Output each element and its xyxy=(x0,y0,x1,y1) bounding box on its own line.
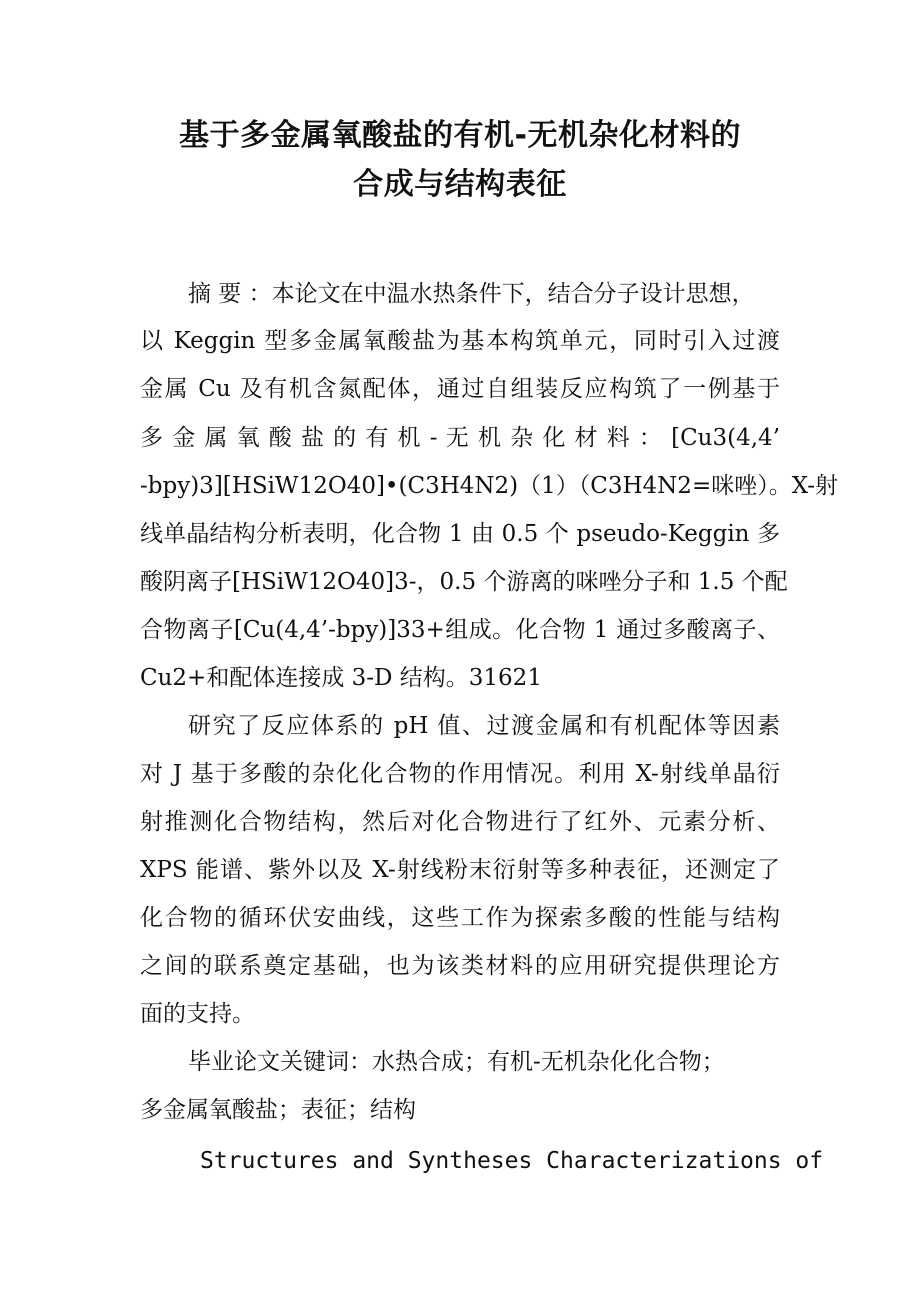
keywords-line-2: 多金属氧酸盐；表征；结构 xyxy=(140,1097,416,1123)
abstract-line-3: 金属 Cu 及有机含氮配体，通过自组装反应构筑了一例基于 xyxy=(140,376,780,402)
abstract-line-7: 酸阴离子[HSiW12O40]3-，0.5 个游离的咪唑分子和 1.5 个配 xyxy=(140,569,788,595)
abstract-line-6: 线单晶结构分析表明，化合物 1 由 0.5 个 pseudo-Keggin 多 xyxy=(140,521,780,547)
paragraph2-line-5: 化合物的循环伏安曲线，这些工作为探索多酸的性能与结构 xyxy=(140,905,780,931)
document-title-line-2: 合成与结构表征 xyxy=(353,167,567,202)
abstract-line-2: 以 Keggin 型多金属氧酸盐为基本构筑单元，同时引入过渡 xyxy=(140,328,780,354)
keywords-line-1: 毕业论文关键词：水热合成；有机-无机杂化化合物； xyxy=(188,1049,725,1075)
abstract-line-8: 合物离子[Cu(4,4’-bpy)]33+组成。化合物 1 通过多酸离子、 xyxy=(140,617,780,643)
paragraph2-line-6: 之间的联系奠定基础，也为该类材料的应用研究提供理论方 xyxy=(140,953,780,979)
english-title-line-1: Structures and Syntheses Characterizations of xyxy=(200,1148,824,1174)
paragraph2-line-3: 射推测化合物结构，然后对化合物进行了红外、元素分析、 xyxy=(140,809,780,835)
paragraph2-line-1: 研究了反应体系的 pH 值、过渡金属和有机配体等因素 xyxy=(188,713,780,739)
paragraph2-line-7: 面的支持。 xyxy=(140,1001,255,1027)
abstract-line-4: 多 金 属 氧 酸 盐 的 有 机 - 无 机 杂 化 材 料 ： [Cu3(4,4’ xyxy=(140,425,780,451)
paragraph2-line-4: XPS 能谱、紫外以及 X-射线粉末衍射等多种表征，还测定了 xyxy=(140,857,780,883)
paragraph2-line-2: 对 J 基于多酸的杂化化合物的作用情况。利用 X-射线单晶衍 xyxy=(140,761,780,787)
abstract-line-1: 摘 要 ：本论文在中温水热条件下，结合分子设计思想， xyxy=(188,281,755,307)
abstract-line-5: -bpy)3][HSiW12O40]•(C3H4N2)（1）（C3H4N2=咪唑）。X-射 xyxy=(140,473,839,499)
abstract-line-9: Cu2+和配体连接成 3-D 结构。31621 xyxy=(140,665,542,691)
document-title-line-1: 基于多金属氧酸盐的有机-无机杂化材料的 xyxy=(179,118,741,153)
